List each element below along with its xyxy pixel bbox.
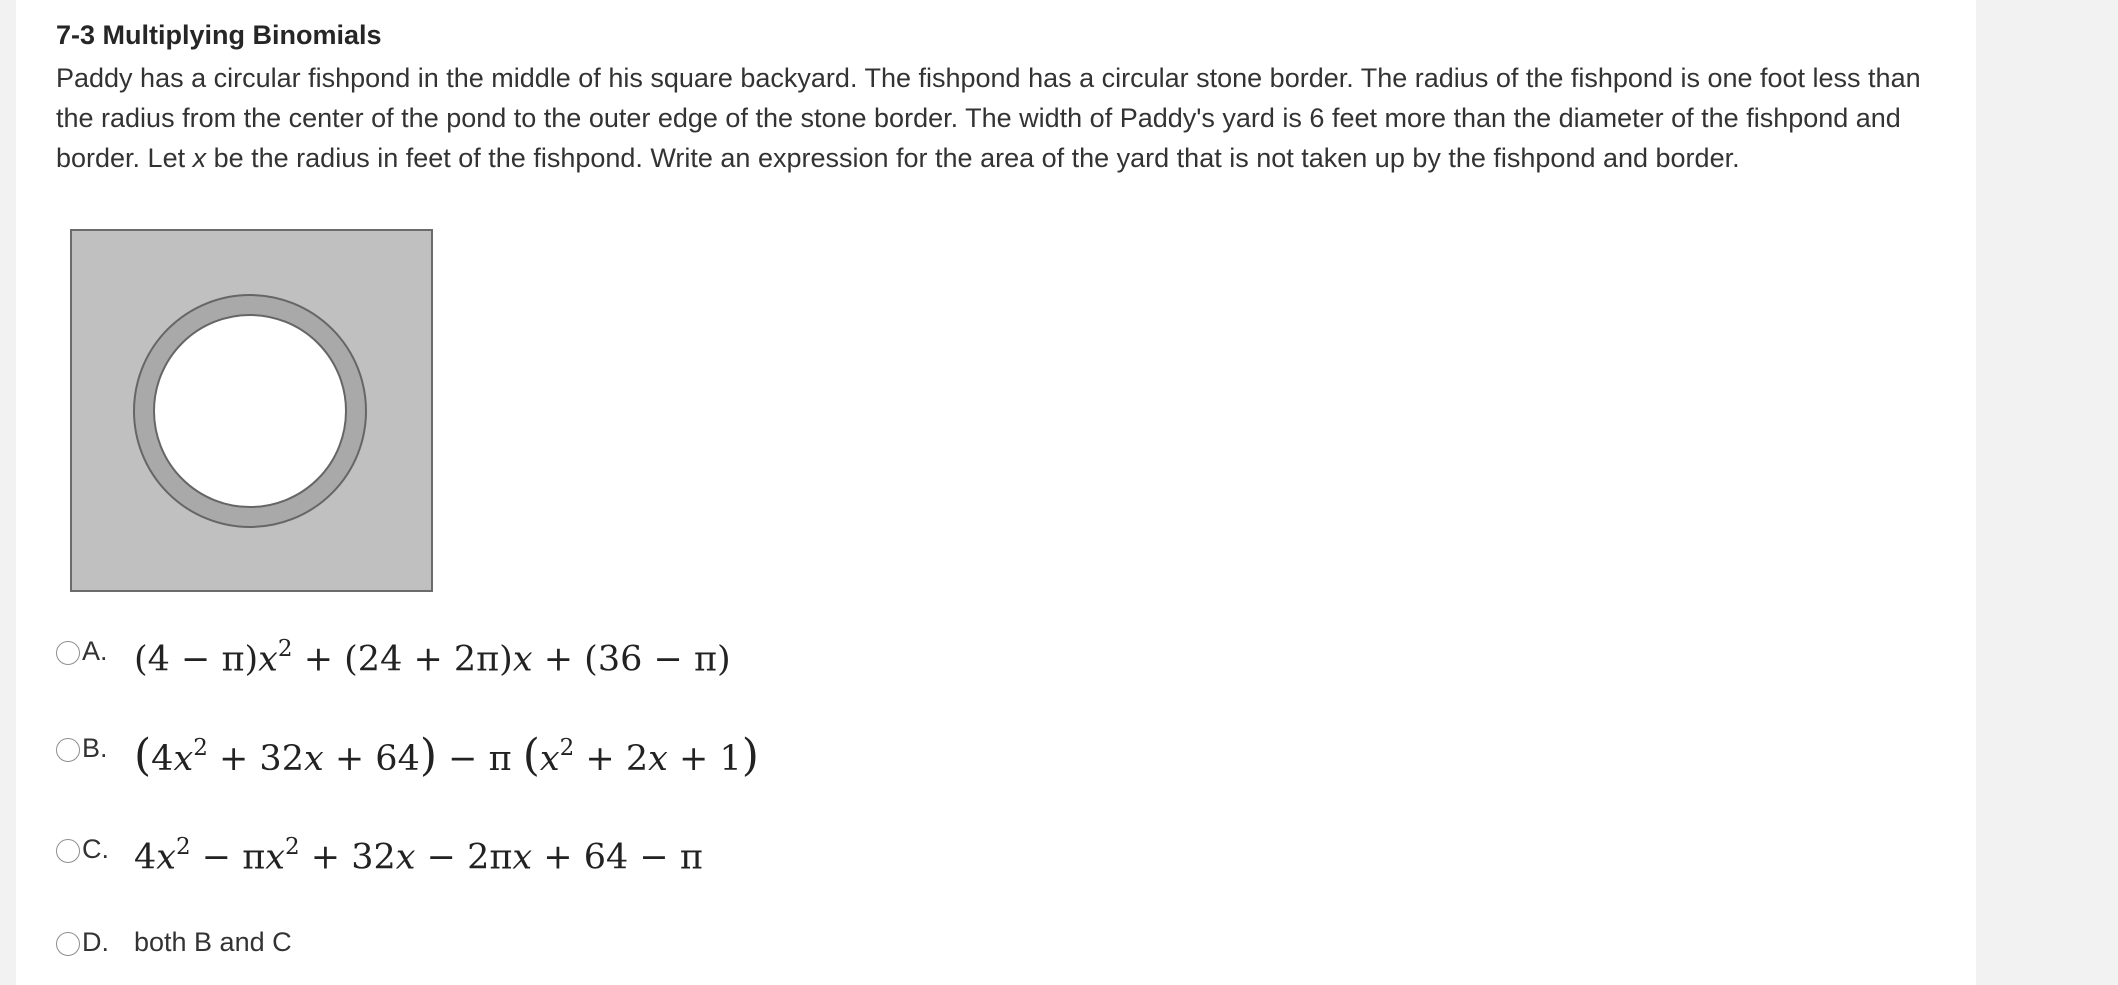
fishpond-circle [154, 315, 346, 507]
choice-b-radio[interactable] [56, 738, 80, 762]
prompt-text-2: be the radius in feet of the fishpond. Write an expression for the area of the yard that is not taken up by the fishpond and border. [206, 143, 1740, 173]
choice-a-letter: A. [82, 636, 108, 666]
page-title: 7-3 Multiplying Binomials [56, 20, 382, 50]
choice-b[interactable] [56, 725, 80, 775]
choice-d-letter: D. [82, 927, 109, 957]
choice-c-expression: $4x^2 - \pi x^2 + 32x - 2\pi x + 64 - \pi$ [134, 834, 703, 878]
choice-c[interactable] [56, 826, 80, 876]
question-panel [16, 0, 1976, 985]
choice-a-radio[interactable] [56, 641, 80, 665]
choice-c-letter: C. [82, 834, 109, 864]
choice-b-letter: B. [82, 733, 108, 763]
choice-d-radio[interactable] [56, 932, 80, 956]
choice-a-expression: $(4 - \pi)x^2 + (24 + 2\pi)x + (36 - \pi)$ [134, 636, 731, 680]
choice-d[interactable] [56, 919, 80, 969]
prompt-variable: x [192, 143, 207, 173]
choice-b-expression: $(4x^2 + 32x + 64) - \pi$ $(x^2 + 2x + 1)$ [134, 730, 759, 781]
fishpond-figure [70, 229, 434, 593]
prompt-text-1: Paddy has a circular fishpond in the middle of his square backyard. The fishpond has a circular stone border. The radius of the fishpond is one foot less than the radius from the center of the pond to the outer edge of the stone border. The width of Paddy's yard is 6 feet more than the diameter of the fishpond and border. Let [56, 63, 1921, 173]
choice-a[interactable] [56, 628, 80, 678]
choice-c-radio[interactable] [56, 839, 80, 863]
question-prompt [56, 58, 1956, 178]
choice-d-text: both B and C [134, 927, 292, 957]
